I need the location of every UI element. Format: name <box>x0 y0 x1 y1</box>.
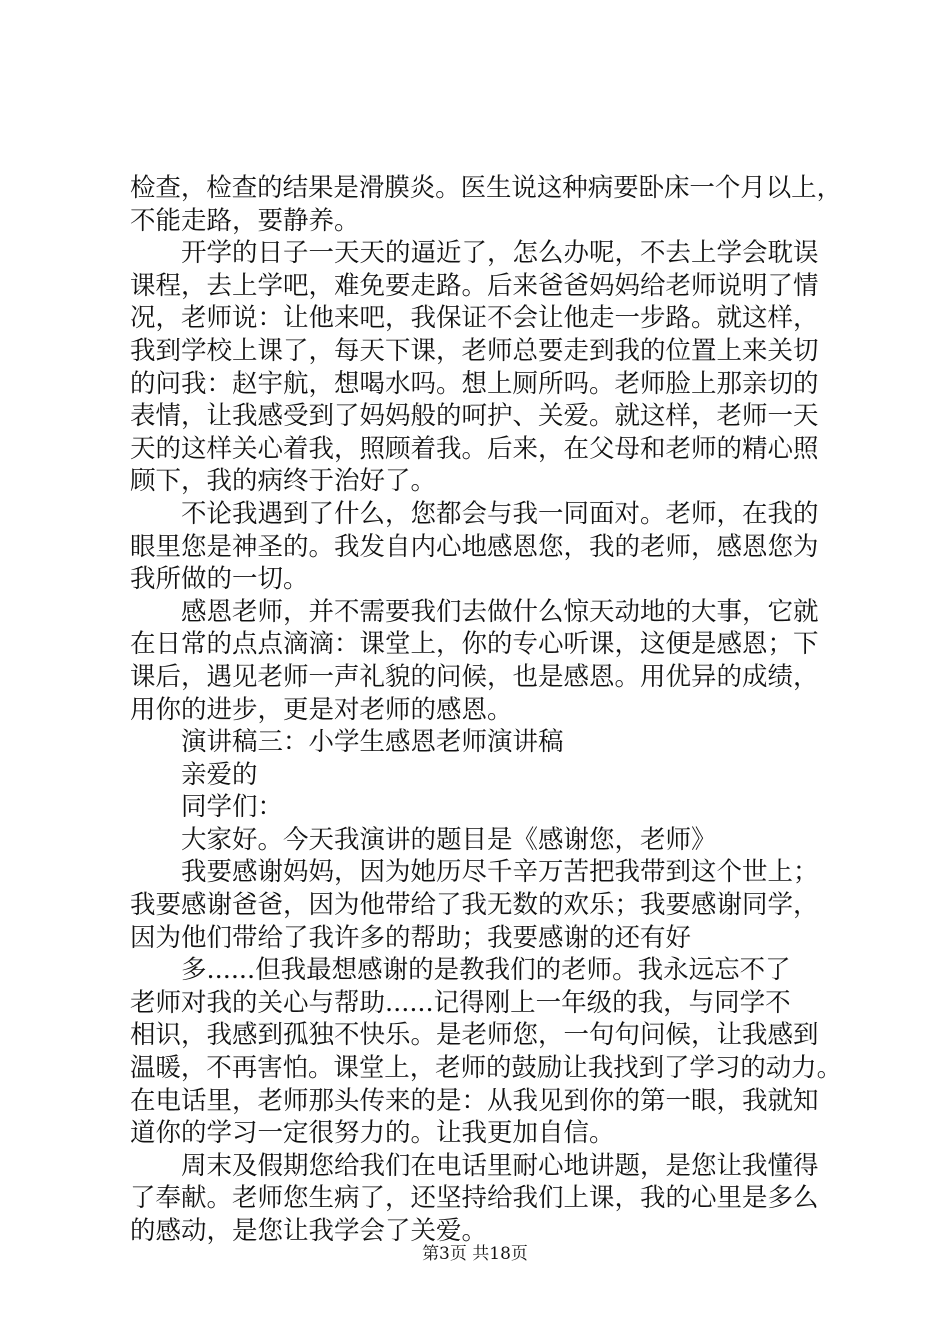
text-line: 大家好。今天我演讲的题目是《感谢您，老师》 <box>181 824 717 855</box>
text-line: 用你的进步，更是对老师的感恩。 <box>130 694 513 725</box>
page-number: 第3页 共18页 <box>422 1244 528 1264</box>
text-line: 我到学校上课了，每天下课，老师总要走到我的位置上来关切 <box>130 335 819 366</box>
text-line: 温暖，不再害怕。课堂上，老师的鼓励让我找到了学习的动力。 <box>130 1053 843 1084</box>
text-line: 表情，让我感受到了妈妈般的呵护、关爱。就这样，老师一天 <box>130 401 819 432</box>
text-line: 检查，检查的结果是滑膜炎。医生说这种病要卧床一个月以上， <box>130 173 843 203</box>
text-line: 况，老师说：让他来吧，我保证不会让他走一步路。就这样， <box>130 303 819 334</box>
text-line: 天的这样关心着我，照顾着我。后来，在父母和老师的精心照 <box>130 433 819 464</box>
text-line: 了奉献。老师您生病了，还坚持给我们上课，我的心里是多么 <box>130 1183 819 1214</box>
text-line: 在电话里，老师那头传来的是：从我见到你的第一眼，我就知 <box>130 1085 819 1116</box>
text-line: 因为他们带给了我许多的帮助；我要感谢的还有好 <box>130 922 692 953</box>
text-line: 道你的学习一定很努力的。让我更加自信。 <box>130 1118 615 1149</box>
text-line: 课程，去上学吧，难免要走路。后来爸爸妈妈给老师说明了情 <box>130 270 819 301</box>
text-line: 同学们： <box>181 792 284 823</box>
text-line: 的感动，是您让我学会了关爱。 <box>130 1216 488 1246</box>
text-line: 不论我遇到了什么，您都会与我一同面对。老师，在我的 <box>181 498 819 529</box>
text-line: 在日常的点点滴滴：课堂上，你的专心听课，这便是感恩；下 <box>130 629 819 660</box>
text-line: 开学的日子一天天的逼近了，怎么办呢，不去上学会耽误 <box>181 238 819 269</box>
text-line: 老师对我的关心与帮助......记得刚上一年级的我，与同学不 <box>130 987 791 1018</box>
text-line: 亲爱的 <box>181 759 258 790</box>
text-line: 的问我：赵宇航，想喝水吗。想上厕所吗。老师脸上那亲切的 <box>130 368 819 399</box>
text-line: 演讲稿三：小学生感恩老师演讲稿 <box>181 727 564 758</box>
text-line: 眼里您是神圣的。我发自内心地感恩您，我的老师，感恩您为 <box>130 531 819 562</box>
text-line: 我所做的一切。 <box>130 564 309 595</box>
text-line: 多......但我最想感谢的是教我们的老师。我永远忘不了 <box>181 955 791 986</box>
text-line: 我要感谢妈妈，因为她历尽千辛万苦把我带到这个世上； <box>181 857 819 888</box>
text-line: 感恩老师，并不需要我们去做什么惊天动地的大事，它就 <box>181 596 819 627</box>
text-line: 相识，我感到孤独不快乐。是老师您，一句句问候，让我感到 <box>130 1020 819 1051</box>
text-line: 不能走路，要静养。 <box>130 205 360 236</box>
text-line: 顾下，我的病终于治好了。 <box>130 466 437 497</box>
body-text <box>130 172 843 1248</box>
text-line: 课后，遇见老师一声礼貌的问候，也是感恩。用优异的成绩， <box>130 661 819 692</box>
text-line: 周末及假期您给我们在电话里耐心地讲题，是您让我懂得 <box>181 1150 819 1181</box>
text-line: 我要感谢爸爸，因为他带给了我无数的欢乐；我要感谢同学， <box>130 890 819 921</box>
